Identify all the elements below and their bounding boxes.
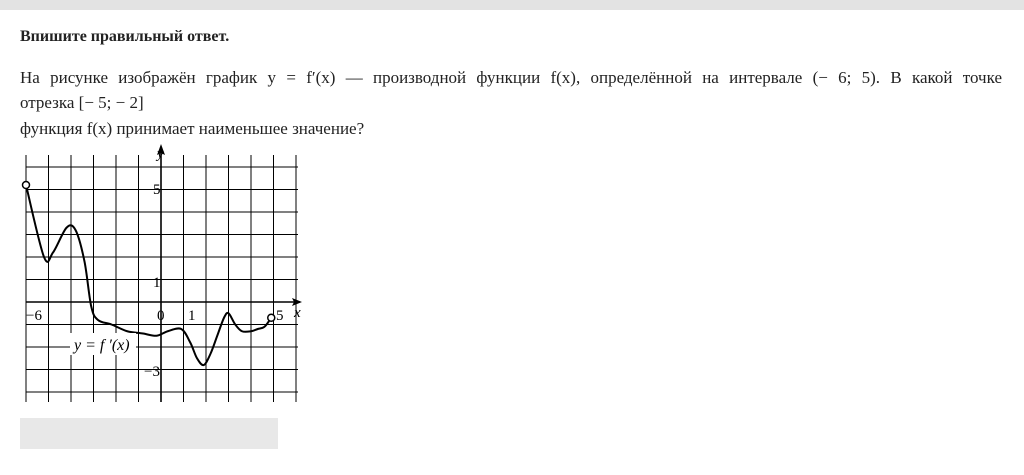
- tick-label-x-0: 0: [157, 308, 165, 324]
- grid: [26, 155, 298, 402]
- task-title: Впишите правильный ответ.: [20, 28, 230, 45]
- y-axis-label: y: [157, 146, 164, 162]
- axes: [26, 144, 302, 402]
- x-axis-label: x: [294, 305, 301, 321]
- tick-label-x-5: 5: [276, 308, 284, 324]
- task-text-line1: На рисунке изображён график y = f′(x) — производной функции f(x), определённой на интервале (− 6; 5). В какой точке: [20, 68, 1002, 87]
- answer-input[interactable]: [20, 418, 278, 449]
- task-text-line3: функция f(x) принимает наименьшее значение?: [20, 119, 365, 138]
- derivative-graph: [20, 140, 310, 410]
- curve-label: y = f ′(x): [74, 337, 130, 354]
- top-bar: [0, 0, 1024, 10]
- tick-label-y-1: 1: [153, 275, 161, 291]
- task-text-line2: отрезка [− 5; − 2]: [20, 93, 144, 112]
- tick-label-y-5: 5: [153, 182, 161, 198]
- tick-label-y-neg3: −3: [144, 364, 160, 380]
- tick-label-x-neg6: −6: [26, 308, 42, 324]
- open-end-point: [268, 314, 275, 321]
- open-start-point: [23, 182, 30, 189]
- tick-label-x-1: 1: [188, 308, 196, 324]
